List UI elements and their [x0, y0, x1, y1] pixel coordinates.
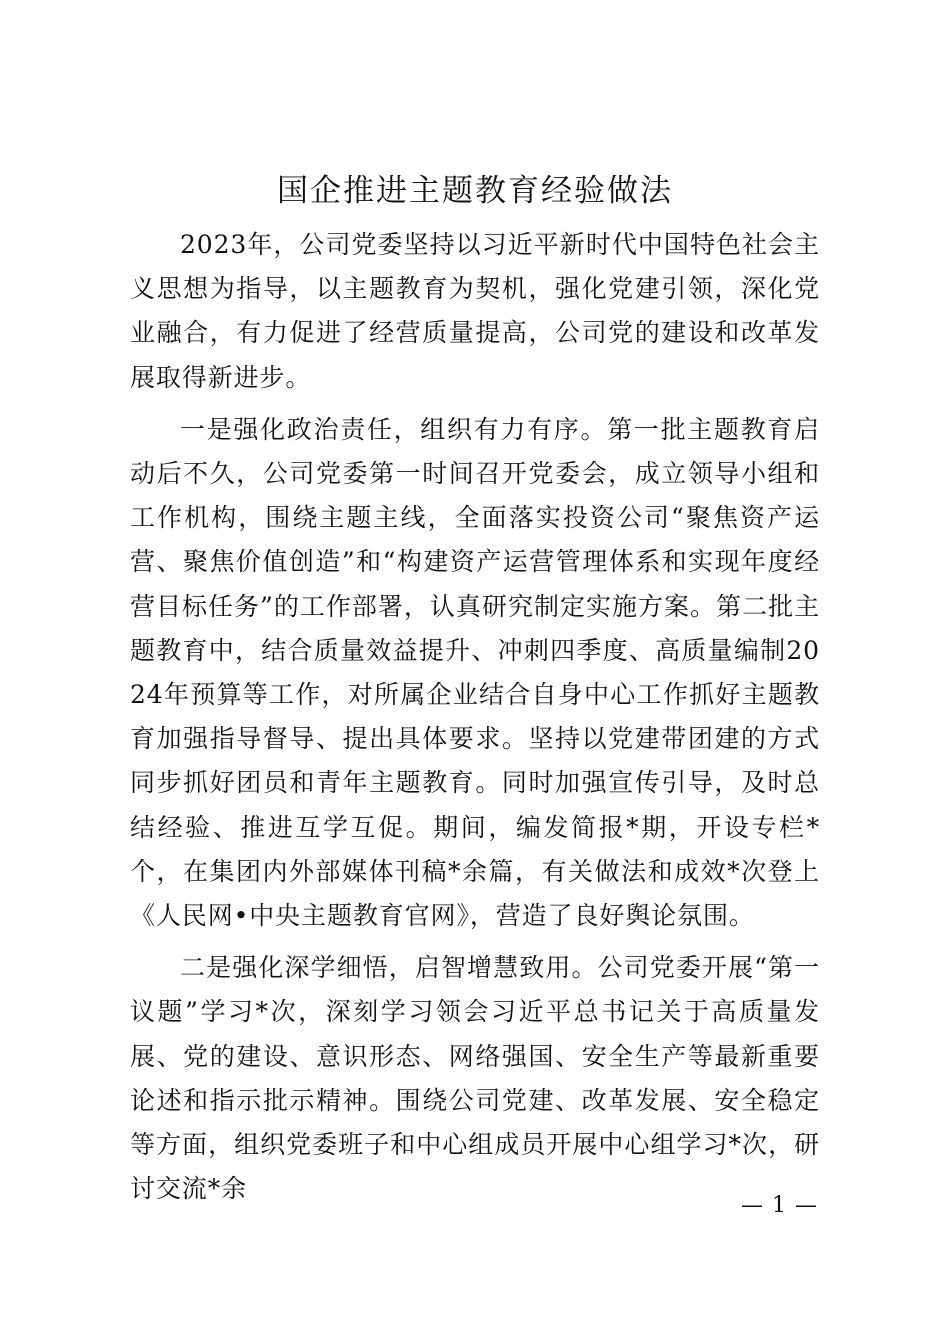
document-body — [130, 223, 820, 1211]
document-title: 国企推进主题教育经验做法 — [277, 173, 673, 209]
paragraph-intro: 2023年，公司党委坚持以习近平新时代中国特色社会主义思想为指导，以主题教育为契机，强化党建引领，深化党业融合，有力促进了经营质量提高，公司党的建设和改革发展取得新进步。 — [130, 230, 820, 392]
page-number: — 1 — — [741, 1193, 818, 1218]
paragraph-political-responsibility: 一是强化政治责任，组织有力有序。第一批主题教育启动后不久，公司党委第一时间召开党委会，成立领导小组和工作机构，围绕主题主线，全面落实投资公司“聚焦资产运营、聚焦价值创造”和“构建资产运营管理体系和实现年度经营目标任务”的工作部署，认真研究制定实施方案。第二批主题教育中，结合质量效益提升、冲刺四季度、高质量编制2024年预算等工作，对所属企业结合自身中心工作抓好主题教育加强指导督导、提出具体要求。坚持以党建带团建的方式同步抓好团员和青年主题教育。同时加强宣传引导，及时总结经验、推进互学互促。期间，编发简报*期，开设专栏*个，在集团内外部媒体刊稿*余篇，有关做法和成效*次登上《人民网•中央主题教育官网》，营造了良好舆论氛围。 — [130, 414, 820, 931]
paragraph-deep-study: 二是强化深学细悟，启智增慧致用。公司党委开展“第一议题”学习*次，深刻学习领会习近平总书记关于高质量发展、党的建设、意识形态、网络强国、安全生产等最新重要论述和指示批示精神。围绕公司党建、改革发展、安全稳定等方面，组织党委班子和中心组成员开展中心组学习*次，研讨交流*余 — [130, 953, 820, 1204]
